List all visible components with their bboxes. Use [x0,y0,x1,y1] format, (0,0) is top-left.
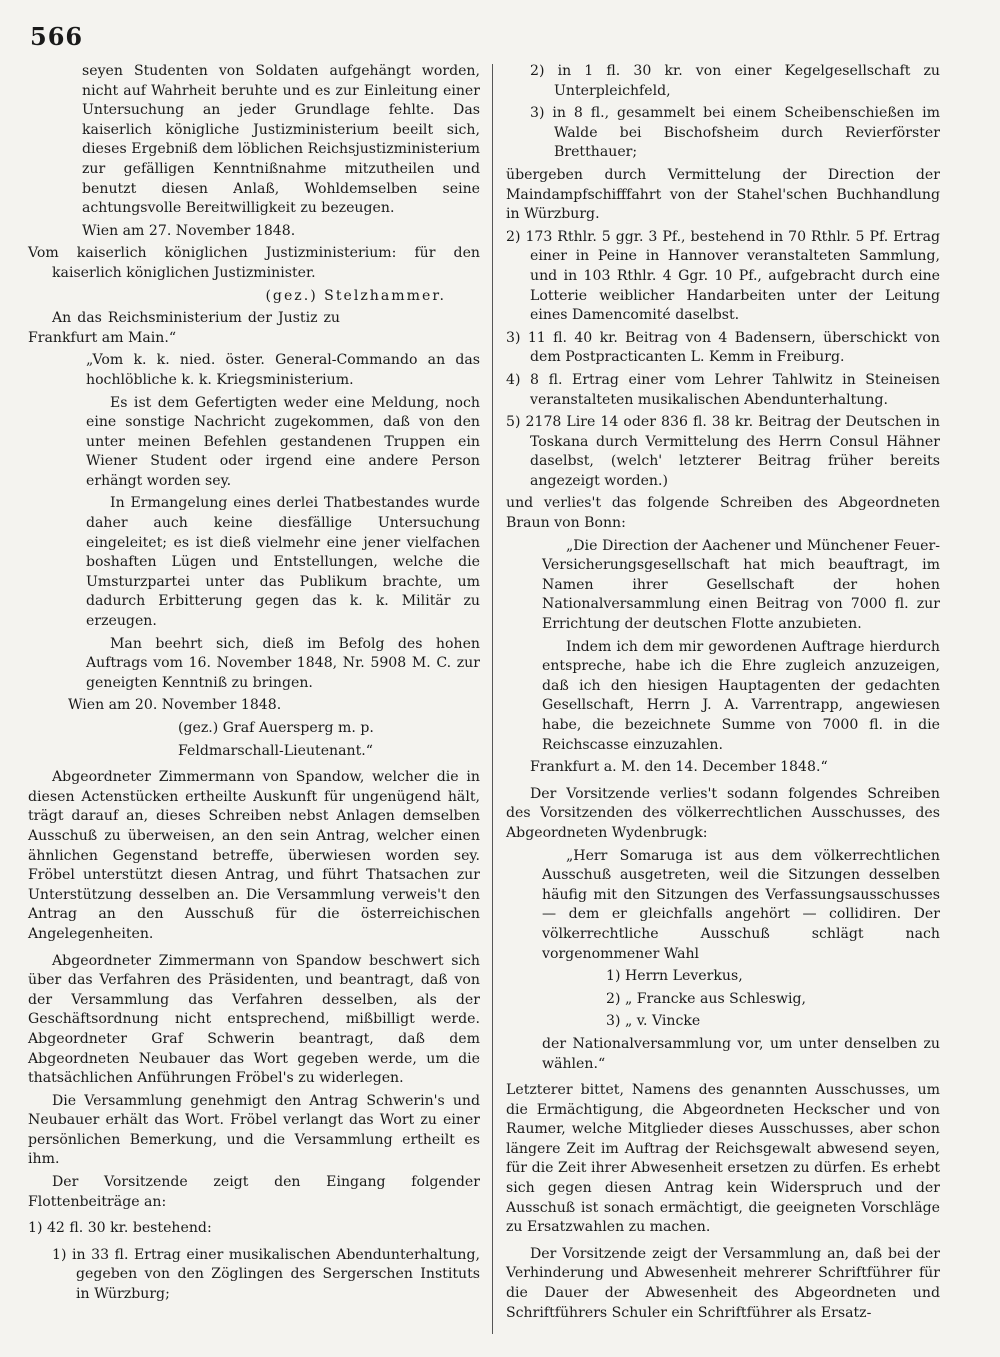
date-line: Wien am 20. November 1848. [68,697,282,714]
list-item: 1) 42 fl. 30 kr. bestehend: [28,1220,212,1237]
paragraph: In Ermangelung eines derlei Thatbestandes wurde daher auch keine diesfällige Untersuchung eingeleitet; es ist dieß vielmehr eine jener vielfachen boshaften Lügen und Entstellungen, welche die Umsturzpartei unter das Publikum brachte, um dadurch Erbitterung gegen das k. k. Militär zu erzeugen. [86,495,480,630]
paragraph: Abgeordneter Zimmermann von Spandow, welcher die in diesen Actenstücken ertheilte Auskunft für ungenügend hält, trägt darauf an, dieses Schreiben nebst Anlagen demselben Ausschuß zu überweisen, an den sein Antrag, welcher einen ähnlichen Gegenstand betreffe, überwiesen worden sey. Fröbel unterstützt diesen Antrag, und führt Thatsachen zur Unterstützung desselben an. Die Versammlung verweis't den Antrag an den Ausschuß für die österreichischen Angelegenheiten. [28,769,480,942]
list-item: 2) 173 Rthlr. 5 ggr. 3 Pf., bestehend in 70 Rthlr. 5 Pf. Ertrag einer in Peine in Hannover veranstalteten Sammlung, und in 103 Rthlr. 4 Ggr. 10 Pf., aufgebracht durch eine Lotterie weiblicher Handarbeiten unter der Leitung eines Damencomité daselbst. [506,228,940,324]
paragraph: seyen Studenten von Soldaten aufgehängt worden, nicht auf Wahrheit beruhte und es zur Einleitung einer Untersuchung an jeder Grundlage fehlte. Das kaiserlich königliche Justizministerium beeilt sich, dieses Ergebniß dem löblichen Reichsjustizministerium zur gefälligen Kenntnißnahme mitzutheilen und benutzt diesen Anlaß, Wohldemselben seine achtungsvolle Bereitwilligkeit zu bezeugen. [82,63,480,217]
column-divider [492,64,493,1334]
paragraph: Es ist dem Gefertigten weder eine Meldung, noch eine sonstige Nachricht zugekommen, daß von den unter meinen Befehlen gestandenen Truppen ein Wiener Student oder irgend eine andere Person erhängt worden sey. [86,394,480,489]
page-number: 566 [30,22,84,51]
quote-paragraph: „Herr Somaruga ist aus dem völkerrechtlichen Ausschuß ausgetreten, weil die Sitzungen desselben häufig mit den Sitzungen des Verfassungsausschusses — dem er gleichfalls angehört — collidiren. Der völkerrechtliche Ausschuß schlägt nach vorgenommener Wahl [542,847,940,962]
list-item: 2) „ Francke aus Schleswig, [606,990,806,1007]
right-column [506,62,940,1326]
left-column [28,62,480,1308]
paragraph: Die Versammlung genehmigt den Antrag Schwerin's und Neubauer erhält das Wort. Fröbel verlangt das Wort zu einer persönlichen Bemerkung, und die Versammlung ertheilt es ihm. [28,1092,480,1168]
list-item: 3) 11 fl. 40 kr. Beitrag von 4 Badensern, überschickt von dem Postpracticanten L. Kemm in Freiburg. [506,329,940,366]
paragraph: Der Vorsitzende verlies't sodann folgendes Schreiben des Vorsitzenden des völkerrechtlichen Ausschusses, des Abgeordneten Wydenbrugk: [506,785,940,841]
quote-paragraph: der Nationalversammlung vor, um unter denselben zu wählen.“ [542,1035,940,1072]
list-item: 2) in 1 fl. 30 kr. von einer Kegelgesellschaft zu Unterpleichfeld, [530,63,940,99]
quote-paragraph: Indem ich dem mir gewordenen Auftrage hierdurch entspreche, habe ich die Ehre zugleich anzuzeigen, daß ich den hiesigen Hauptagenten der gedachten Gesellschaft, Herrn J. A. Varrentrapp, angewiesen habe, die bezeichnete Summe von 7000 fl. in die Reichscasse einzuzahlen. [542,638,940,753]
addressee: An das Reichsministerium der Justiz zu Frankfurt am Main.“ [28,310,340,346]
list-item: 5) 2178 Lire 14 oder 836 fl. 38 kr. Beitrag der Deutschen in Toskana durch Vermittelung des Herrn Consul Hähner daselbst, (welch' letzterer Beitrag früher bereits angezeigt worden.) [506,414,940,489]
list-item: 4) 8 fl. Ertrag einer vom Lehrer Tahlwitz in Steineisen veranstalteten musikalischen Abendunterhaltung. [506,371,940,408]
paragraph: Man beehrt sich, dieß im Befolg des hohen Auftrags vom 16. November 1848, Nr. 5908 M. C. zur geneigten Kenntniß zu bringen. [86,635,480,691]
paragraph: und verlies't das folgende Schreiben des Abgeordneten Braun von Bonn: [506,495,940,532]
quote-paragraph: „Die Direction der Aachener und Münchener Feuer-Versicherungsgesellschaft hat mich beauftragt, im Namen ihrer Gesellschaft der hohen Nationalversammlung einen Beitrag von 7000 fl. zur Errichtung der deutschen Flotte anzubieten. [542,537,940,633]
list-item: 3) „ v. Vincke [606,1013,701,1030]
date-line: Frankfurt a. M. den 14. December 1848.“ [530,759,828,776]
list-item: 3) in 8 fl., gesammelt bei einem Scheibenschießen im Walde bei Bischofsheim durch Revierförster Bretthauer; [530,105,940,161]
paragraph: Abgeordneter Zimmermann von Spandow beschwert sich über das Verfahren des Präsidenten, und beantragt, daß von der Versammlung das Verfahren desselben, als der Geschäftsordnung nicht entsprechend, mißbilligt werde. Abgeordneter Graf Schwerin beantragt, daß dem Abgeordneten Neubauer das Wort gegeben werde, um die thatsächlichen Anführungen Fröbel's zu widerlegen. [28,952,480,1087]
list-item: 1) Herrn Leverkus, [606,968,743,985]
date-line: Wien am 27. November 1848. [82,222,296,239]
command-heading: „Vom k. k. nied. öster. General-Commando an das hochlöbliche k. k. Kriegsministerium. [86,352,480,388]
paragraph: Der Vorsitzende zeigt den Eingang folgender Flottenbeiträge an: [28,1174,480,1210]
rank-line: Feldmarschall-Lieutenant.“ [178,742,373,759]
signature: (gez.) Graf Auersperg m. p. [178,720,374,736]
paragraph: Der Vorsitzende zeigt der Versammlung an, daß bei der Verhinderung und Abwesenheit mehrerer Schriftführer für die Dauer der Abwesenheit des Abgeordneten und Schriftführers Schuler ein Schriftführer als Ersatz- [506,1245,940,1321]
signature: (gez.) Stelzhammer. [265,287,446,304]
ministry-line: Vom kaiserlich königlichen Justizministerium: für den kaiserlich königlichen Justizminister. [28,245,480,281]
paragraph: übergeben durch Vermittelung der Direction der Maindampfschifffahrt von der Stahel'schen Buchhandlung in Würzburg. [506,166,940,223]
paragraph: Letzterer bittet, Namens des genannten Ausschusses, um die Ermächtigung, die Abgeordneten Heckscher und von Raumer, welche Mitglieder dieses Ausschusses, aber schon längere Zeit im Auftrag der Reichsgewalt abwesend seyen, für die Zeit ihrer Abwesenheit ersetzen zu dürfen. Es erhebt sich gegen diesen Antrag kein Widerspruch und der Ausschuß ist sonach ermächtigt, die geeigneten Vorschläge zu Ersatzwahlen zu machen. [506,1082,940,1236]
list-item: 1) in 33 fl. Ertrag einer musikalischen Abendunterhaltung, gegeben von den Zöglingen des Sergerschen Instituts in Würzburg; [52,1246,480,1303]
